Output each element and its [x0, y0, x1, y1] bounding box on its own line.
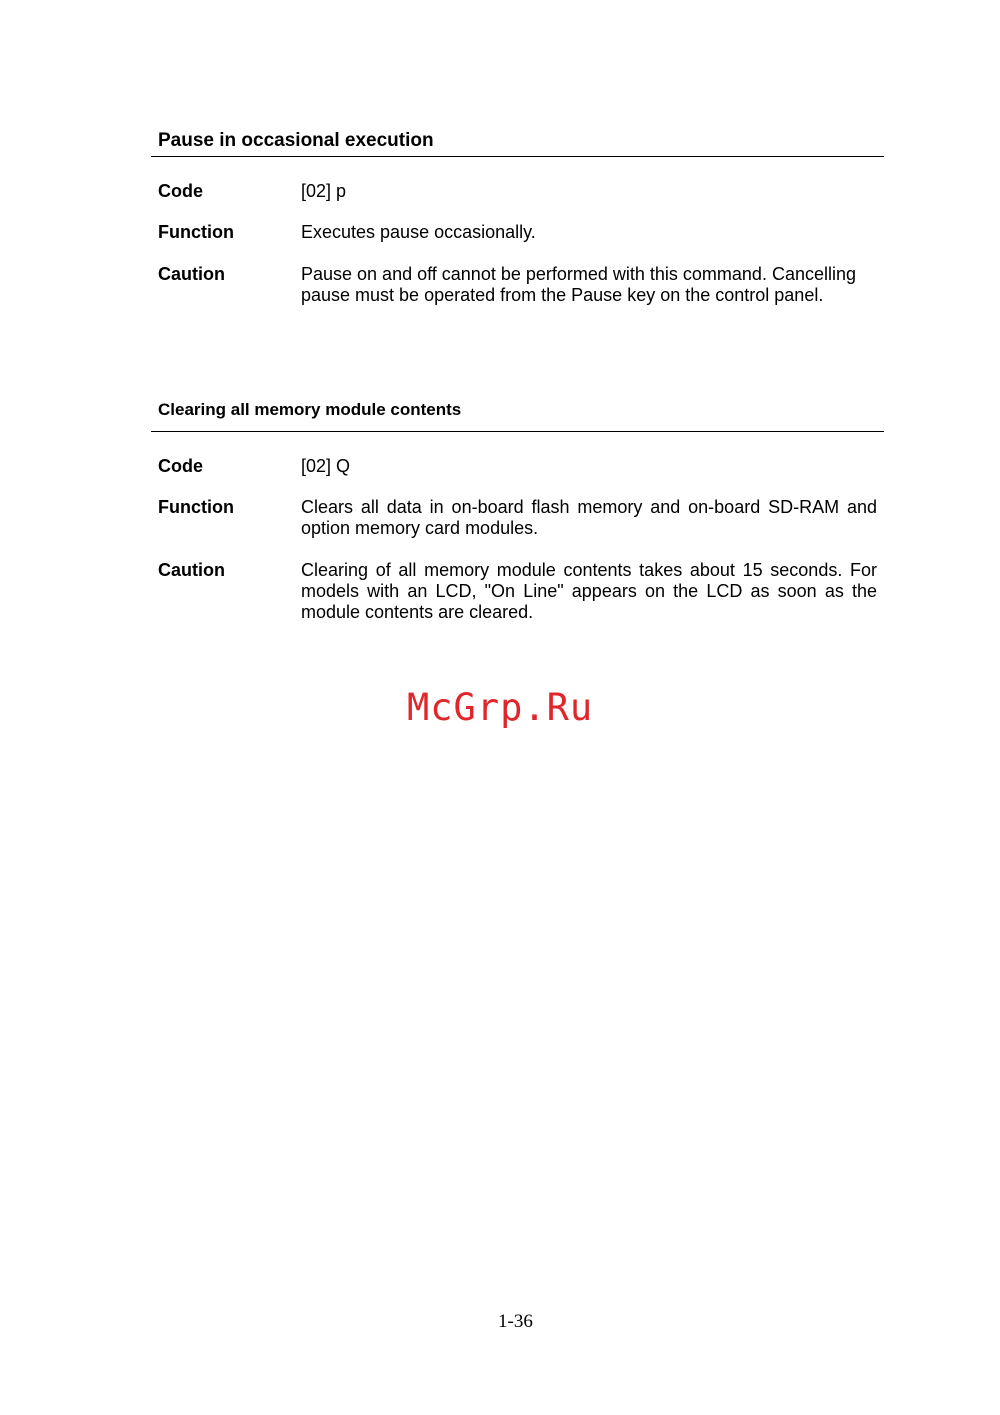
page-number: 1-36 [498, 1311, 533, 1332]
caution-text: Pause on and off cannot be performed with this command. Cancelling pause must be operated from the Pause key on the control panel. [301, 264, 856, 305]
caution-text: Clearing of all memory module contents takes about 15 seconds. For models with an LCD, "On Line" appears on the LCD as soon as the module contents are cleared. [301, 560, 877, 622]
section-title-pause: Pause in occasional execution [158, 130, 434, 151]
section-divider [151, 431, 884, 432]
code-value: [02] Q [301, 456, 351, 476]
caution-label: Caution [158, 560, 225, 580]
function-label: Function [158, 222, 234, 242]
function-label: Function [158, 497, 234, 517]
code-label: Code [158, 181, 203, 201]
code-value: [02] p [301, 181, 347, 201]
function-text: Executes pause occasionally. [301, 222, 536, 242]
watermark: McGrp.Ru [407, 686, 594, 729]
function-text: Clears all data in on-board flash memory and on-board SD-RAM and option memory card modules. [301, 497, 877, 538]
section-title-clearing: Clearing all memory module contents [158, 400, 462, 419]
caution-label: Caution [158, 264, 225, 284]
section-divider [151, 156, 884, 157]
code-label: Code [158, 456, 203, 476]
